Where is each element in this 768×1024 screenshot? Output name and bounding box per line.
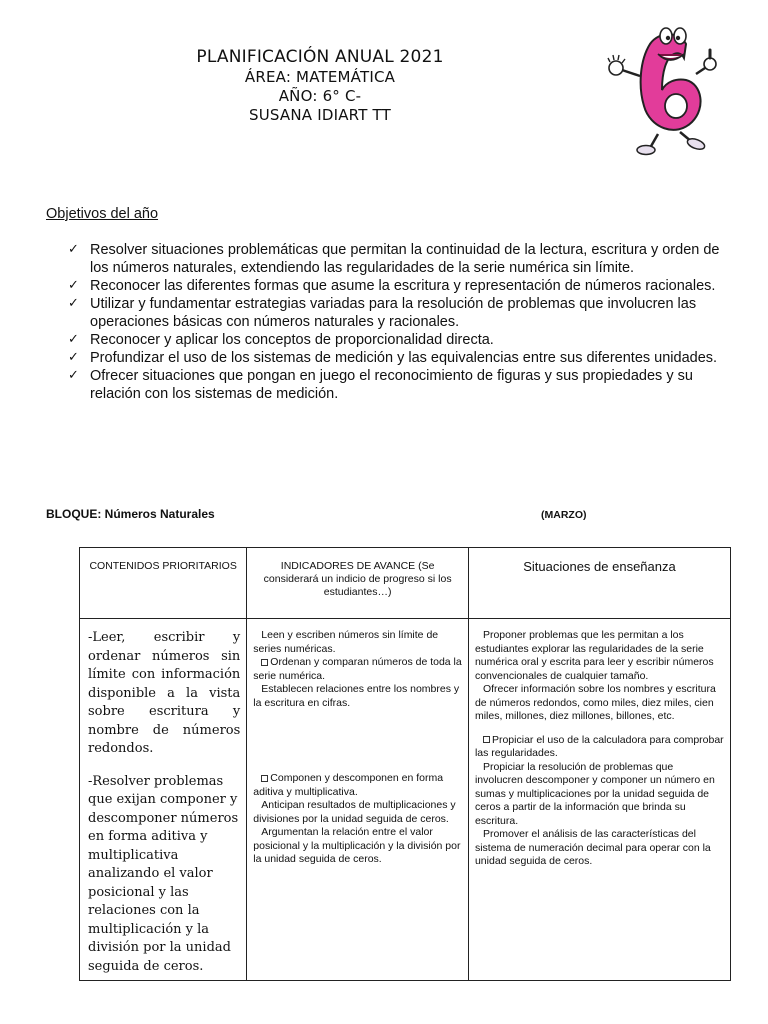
indicador-item: Ordenan y comparan números de toda la serie numérica.: [253, 656, 462, 682]
situacion-item: Propiciar el uso de la calculadora para comprobar las regularidades.: [474, 733, 724, 759]
table-row: [80, 619, 731, 981]
objectives-list: [68, 241, 728, 403]
checkmark-icon: ✓: [68, 368, 79, 383]
checkmark-icon: ✓: [68, 296, 79, 311]
situacion-item: Promover el análisis de las características del sistema de numeración decimal para operar con la unidad seguida de ceros.: [474, 828, 711, 867]
indicadores-cell: [247, 619, 469, 981]
header-situaciones: Situaciones de enseñanza: [468, 548, 730, 619]
indicador-item: Argumentan la relación entre el valor posicional y la multiplicación y la división por la unidad seguida de ceros.: [253, 826, 461, 865]
indicador-item: Leen y escriben números sin límite de series numéricas.: [253, 629, 439, 655]
objective-item: ✓ Reconocer y aplicar los conceptos de proporcionalidad directa.: [68, 332, 494, 348]
bloque-label: BLOQUE: Números Naturales: [46, 507, 215, 521]
indicador-item: Establecen relaciones entre los nombres y la escritura en cifras.: [253, 683, 460, 709]
situacion-item: Propiciar la resolución de problemas que involucren descomponer y componer un número en sumas y multiplicaciones por la unidad seguida de ceros a partir de la información que brinda su escritura.: [474, 760, 715, 827]
header-indicadores: INDICADORES DE AVANCE (Se considerará un indicio de progreso si los estudiantes…): [247, 548, 469, 619]
document-title: PLANIFICACIÓN ANUAL 2021: [196, 47, 444, 67]
bullet-box-icon: [261, 775, 268, 782]
checkmark-icon: ✓: [68, 332, 79, 347]
indicador-item: Componen y descomponen en forma aditiva y multiplicativa.: [253, 772, 444, 798]
contenidos-cell: [80, 619, 247, 981]
checkmark-icon: ✓: [68, 278, 79, 293]
teacher-line: SUSANA IDIART TT: [249, 106, 391, 124]
table-header-row: [80, 548, 731, 619]
situacion-item: Ofrecer información sobre los nombres y escritura de números redondos, como miles, diez miles, cien miles, millones, diez millones, billones, etc.: [474, 683, 716, 722]
objectives-heading: Objetivos del año: [46, 206, 159, 222]
objective-item: ✓ Ofrecer situaciones que pongan en juego el reconocimiento de figuras y sus propiedades y su relación con los sistemas de medición.: [68, 368, 693, 402]
situaciones-cell: [468, 619, 730, 981]
year-line: AÑO: 6° C-: [278, 87, 362, 105]
checkmark-icon: ✓: [68, 350, 79, 365]
area-line: ÁREA: MATEMÁTICA: [244, 68, 396, 86]
objective-item: ✓ Resolver situaciones problemáticas que permitan la continuidad de la lectura, escritura y orden de los números naturales, extendiendo las regularidades de la serie numérica sin límite.: [68, 242, 720, 276]
cell-spacer: [253, 710, 462, 772]
document-header: [150, 46, 490, 125]
contenido-item: -Leer, escribir y ordenar números sin límite con información disponible a la vista sobre escritura y nombre de números redondos.: [88, 630, 241, 756]
situacion-item: Proponer problemas que les permitan a los estudiantes explorar las regularidades de la serie numérica oral y escrita para leer y escribir números convencionales de cualquier tamaño.: [474, 629, 714, 682]
indicador-item: Anticipan resultados de multiplicaciones y divisiones por la unidad seguida de ceros.: [253, 799, 456, 825]
bullet-box-icon: [261, 659, 268, 666]
objective-item: ✓ Utilizar y fundamentar estrategias variadas para la resolución de problemas que involucren las operaciones básicas con números naturales y racionales.: [68, 296, 697, 330]
objective-item: ✓ Profundizar el uso de los sistemas de medición y las equivalencias entre sus diferentes unidades.: [68, 350, 718, 366]
header-contenidos: CONTENIDOS PRIORITARIOS: [80, 548, 247, 619]
checkmark-icon: ✓: [68, 242, 79, 257]
contenido-item: -Resolver problemas que exijan componer y descomponer números en forma aditiva y multiplicativa analizando el valor posicional y las relaciones con la multiplicación y la división por la unidad seguida de ceros.: [88, 773, 239, 974]
bloque-month: (MARZO): [541, 509, 587, 521]
cell-spacer: [475, 724, 724, 734]
objective-item: ✓ Reconocer las diferentes formas que asume la escritura y representación de números racionales.: [68, 278, 716, 294]
number-six-mascot-icon: [600, 14, 720, 156]
planning-table: [79, 547, 731, 981]
bullet-box-icon: [483, 736, 490, 743]
